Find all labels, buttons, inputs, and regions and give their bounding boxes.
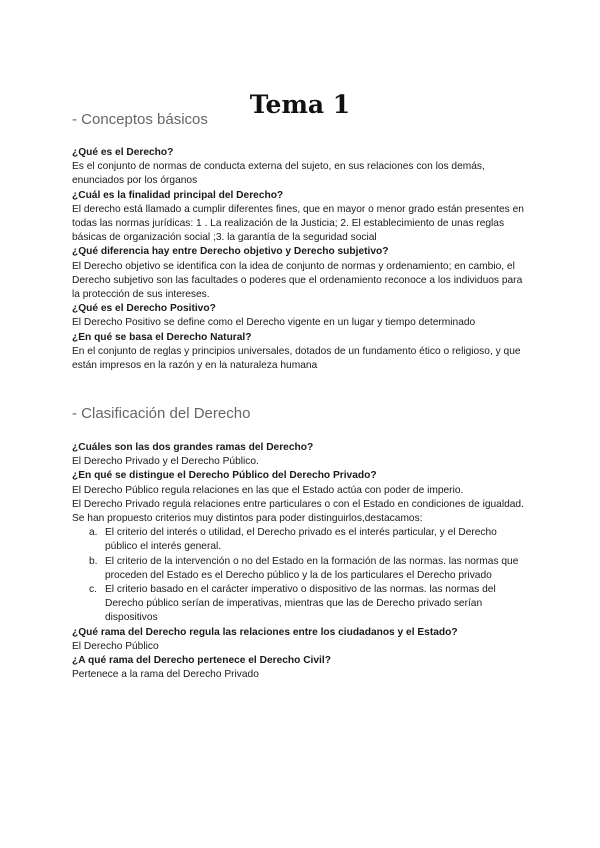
answer: En el conjunto de reglas y principios universales, dotados de un fundamento ético o religioso, y que están impresos en la razón y en la naturaleza humana — [72, 345, 521, 372]
list-marker: a. — [89, 527, 98, 539]
answer: El Derecho Positivo se define como el Derecho vigente en un lugar y tiempo determinado — [72, 317, 476, 329]
answer: Pertenece a la rama del Derecho Privado — [72, 669, 259, 681]
answer: El Derecho Público — [72, 640, 159, 652]
answer: El derecho está llamado a cumplir diferentes fines, que en mayor o menor grado están presentes en todas las normas jurídicas: 1 . La realización de la Justicia; 2. El establecimiento de unas reglas básicas de organización social ;3. la garantía de la seguridad social — [72, 203, 524, 244]
question: ¿Qué es el Derecho Positivo? — [72, 303, 216, 315]
section-clasificacion-body — [72, 441, 528, 682]
question: ¿Qué es el Derecho? — [72, 147, 174, 158]
answer: El Derecho Privado y el Derecho Público. — [72, 456, 259, 468]
section-heading-conceptos: - Conceptos básicos — [72, 111, 208, 128]
criteria-list — [72, 526, 528, 625]
criteria-item — [72, 555, 528, 583]
list-marker: c. — [89, 584, 97, 596]
criteria-text: El criterio basado en el carácter imperativo o dispositivo de las normas. las normas del Derecho público serían de imperativas, mientras que las de Derecho privado serían dispositivos — [105, 584, 496, 624]
answer-line: El Derecho Privado regula relaciones entre particulares o con el Estado en condiciones de igualdad. — [72, 498, 524, 510]
answer: El Derecho objetivo se identifica con la idea de conjunto de normas y ordenamiento; en cambio, el Derecho subjetivo son las facultades o poderes que el ordenamiento reconoce a los individuos para la protección de sus intereses. — [72, 260, 523, 301]
answer-line: El Derecho Público regula relaciones en las que el Estado actúa con poder de imperio. — [72, 484, 464, 496]
question: ¿Qué rama del Derecho regula las relaciones entre los ciudadanos y el Estado? — [72, 626, 458, 638]
criteria-text: El criterio de la intervención o no del Estado en la formación de las normas. las normas que proceden del Estado es el Derecho público y la de los particulares el Derecho privado — [105, 555, 519, 581]
criteria-item — [72, 526, 528, 554]
criteria-item — [72, 583, 528, 626]
criteria-text: El criterio del interés o utilidad, el Derecho privado es el interés particular, y el Derecho público el interés general. — [105, 527, 497, 553]
question: ¿A qué rama del Derecho pertenece el Derecho Civil? — [72, 655, 331, 667]
question: ¿Qué diferencia hay entre Derecho objetivo y Derecho subjetivo? — [72, 246, 389, 258]
question: ¿Cuáles son las dos grandes ramas del Derecho? — [72, 442, 314, 453]
question: ¿Cuál es la finalidad principal del Derecho? — [72, 189, 284, 201]
answer-line: Se han propuesto criterios muy distintos para poder distinguirlos,destacamos: — [72, 513, 423, 525]
section-heading-clasificacion: - Clasificación del Derecho — [72, 405, 251, 422]
section-conceptos-body — [72, 146, 528, 373]
document-title: Tema 1 — [249, 89, 351, 119]
question: ¿En qué se basa el Derecho Natural? — [72, 331, 252, 343]
list-marker: b. — [89, 555, 98, 567]
question: ¿En qué se distingue el Derecho Público del Derecho Privado? — [72, 470, 377, 482]
answer: Es el conjunto de normas de conducta externa del sujeto, en sus relaciones con los demás, enunciados por los órganos — [72, 161, 485, 187]
